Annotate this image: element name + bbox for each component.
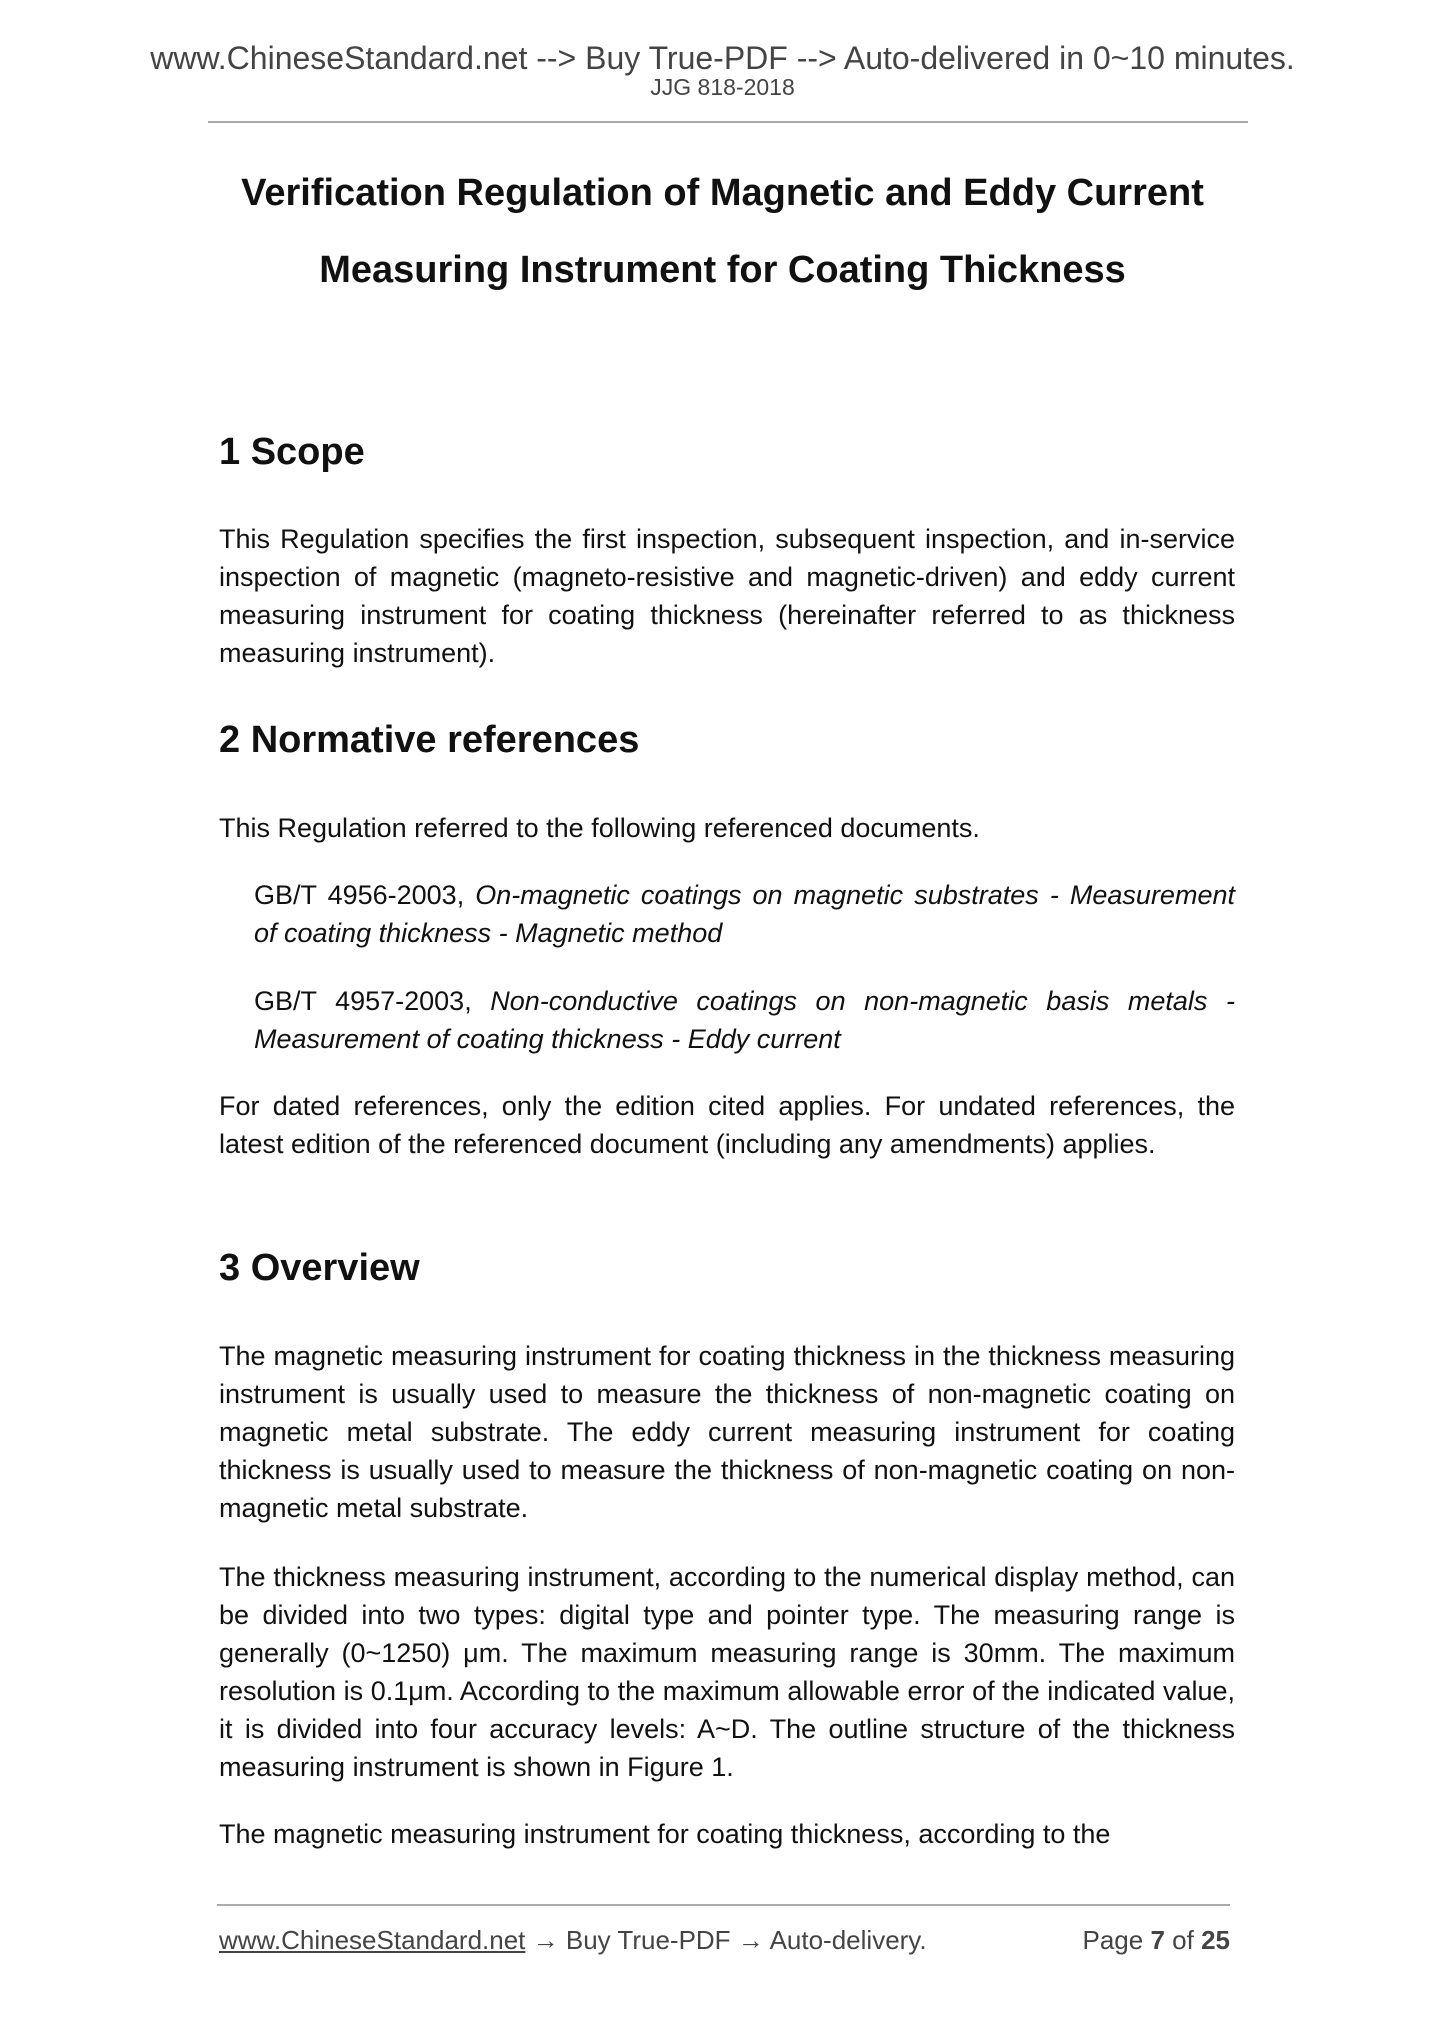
overview-paragraph: The thickness measuring instrument, according to the numerical display method, can be divided into two types: digital type and pointer type. The measuring range is generally (0~1250) μm. The maximum measuring range is 30mm. The maximum resolution is 0.1μm. According to the maximum allowable error of the indicated value, it is divided into four accuracy levels: A~D. The outline structure of the thickness measuring instrument is shown in Figure 1. — [219, 1562, 1235, 1782]
overview-paragraph: The magnetic measuring instrument for coating thickness, according to the — [219, 1819, 1111, 1849]
current-page: 7 — [1150, 1925, 1165, 1955]
section-heading-overview: 3 Overview — [219, 1247, 420, 1289]
footer-divider — [217, 1904, 1230, 1906]
overview-paragraph: The magnetic measuring instrument for coating thickness in the thickness measuring instrument is usually used to measure the thickness of non-magnetic coating on magnetic metal substrate. The eddy current measuring instrument for coating thickness is usually used to measure the thickness of non-magnetic coating on non-magnetic metal substrate. — [219, 1341, 1235, 1523]
page-title-line1: Verification Regulation of Magnetic and Eddy Current — [241, 172, 1204, 214]
reference-code: GB/T 4956-2003, — [254, 880, 465, 910]
section-heading-scope: 1 Scope — [219, 431, 365, 473]
reference-code: GB/T 4957-2003, — [254, 986, 472, 1016]
page-title-line2: Measuring Instrument for Coating Thickness — [319, 249, 1126, 291]
header-divider — [208, 121, 1248, 123]
page-number — [1082, 1925, 1230, 1956]
page-footer — [219, 1925, 1230, 1956]
page-label: Page — [1082, 1925, 1144, 1955]
footer-text: → Buy True-PDF → Auto-delivery. — [525, 1925, 927, 1955]
footer-left — [219, 1925, 927, 1956]
standard-code: JJG 818-2018 — [650, 74, 795, 100]
total-pages: 25 — [1201, 1925, 1230, 1955]
reference-item — [254, 982, 1235, 1058]
of-label: of — [1172, 1925, 1194, 1955]
scope-paragraph: This Regulation specifies the first inspection, subsequent inspection, and in-service inspection of magnetic (magneto-resistive and magnetic-driven) and eddy current measuring instrument for coating thickness (hereinafter referred to as thickness measuring instrument). — [219, 524, 1235, 668]
reference-title: On-magnetic coatings on magnetic substrates - Measurement of coating thickness - Magnetic method — [254, 880, 1235, 948]
references-outro: For dated references, only the edition cited applies. For undated references, the latest edition of the referenced document (including any amendments) applies. — [219, 1091, 1235, 1159]
reference-item — [254, 876, 1235, 952]
section-heading-references: 2 Normative references — [219, 719, 640, 761]
references-intro: This Regulation referred to the following referenced documents. — [219, 813, 980, 843]
header-banner: www.ChineseStandard.net --> Buy True-PDF --> Auto-delivered in 0~10 minutes. — [150, 40, 1295, 76]
footer-link[interactable]: www.ChineseStandard.net — [219, 1925, 526, 1955]
reference-title: Non-conductive coatings on non-magnetic basis metals - Measurement of coating thickness - Eddy current — [254, 986, 1235, 1054]
